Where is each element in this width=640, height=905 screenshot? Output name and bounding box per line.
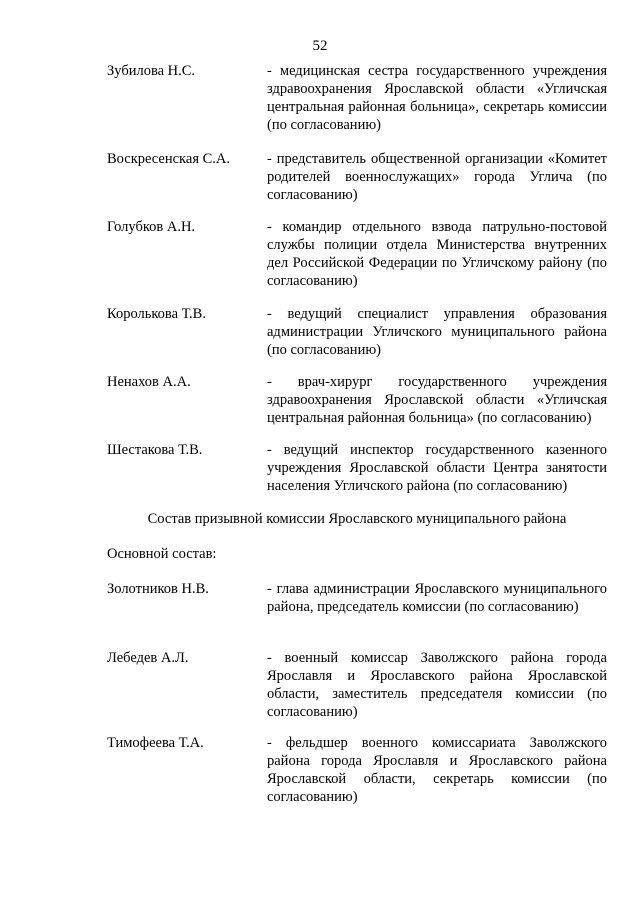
member-name: Золотников Н.В. xyxy=(107,581,209,597)
member-name: Зубилова Н.С. xyxy=(107,63,196,79)
member-role: - ведущий специалист управления образования администрации Угличского муниципального района (по согласованию) xyxy=(267,306,607,358)
member-role: - командир отдельного взвода патрульно-постовой службы полиции отдела Министерства внутренних дел Российской Федерации по Угличскому району (по согласованию) xyxy=(267,219,607,289)
member-role: - ведущий инспектор государственного казенного учреждения Ярославской области Центра занятости населения Угличского района (по согласованию) xyxy=(267,442,607,494)
member-role: - глава администрации Ярославского муниципального района, председатель комиссии (по согласованию) xyxy=(267,581,607,615)
section-heading: Состав призывной комиссии Ярославского муниципального района xyxy=(147,511,567,527)
member-role: - военный комиссар Заволжского района города Ярославля и Ярославского района Ярославской области, заместитель председателя комиссии (по согласованию) xyxy=(267,650,607,720)
member-name: Тимофеева Т.А. xyxy=(107,735,204,751)
member-name: Лебедев А.Л. xyxy=(107,650,189,666)
member-role: - фельдшер военного комиссариата Заволжского района города Ярославля и Ярославского района Ярославской области, секретарь комиссии (по согласованию) xyxy=(267,735,607,805)
member-name: Ненахов А.А. xyxy=(107,374,191,390)
page-number: 52 xyxy=(312,38,328,54)
member-role: - медицинская сестра государственного учреждения здравоохранения Ярославской области «Угличская центральная районная больница», секретарь комиссии (по согласованию) xyxy=(267,63,607,133)
member-role: - представитель общественной организации «Комитет родителей военнослужащих» города Углича (по согласованию) xyxy=(267,151,607,203)
member-name: Шестакова Т.В. xyxy=(107,442,203,458)
member-name: Воскресенская С.А. xyxy=(107,151,231,167)
member-name: Королькова Т.В. xyxy=(107,306,206,322)
member-role: - врач-хирург государственного учреждения здравоохранения Ярославской области «Угличская центральная районная больница» (по согласованию) xyxy=(267,374,607,426)
subheading: Основной состав: xyxy=(107,546,217,562)
member-name: Голубков А.Н. xyxy=(107,219,196,235)
